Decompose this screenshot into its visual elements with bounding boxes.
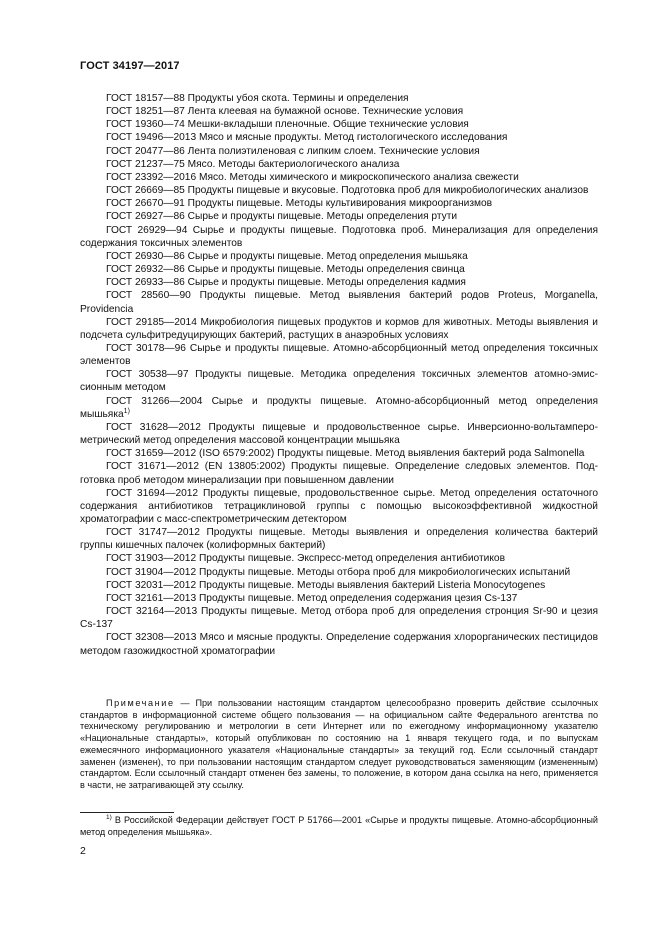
reference-item xyxy=(80,145,598,158)
reference-item xyxy=(80,131,598,144)
reference-item xyxy=(80,566,598,579)
reference-title: Продукты пищевые. Метод определения содержания цезия Cs-137 xyxy=(198,592,518,604)
reference-code: ГОСТ 29185—2014 xyxy=(106,316,197,328)
reference-title: Микробиология пищевых продуктов и кормов для животных. Методы выявления и подсчета сульфитредуцирующих бактерий, растущих в анаэробных условиях xyxy=(80,316,598,341)
reference-code: ГОСТ 28560—90 xyxy=(106,290,191,302)
reference-code: ГОСТ 19496—2013 xyxy=(106,132,197,144)
reference-item xyxy=(80,368,598,394)
reference-item xyxy=(80,224,598,250)
reference-title: Мешки-вкладыши пленочные. Общие технические условия xyxy=(187,119,469,131)
reference-item xyxy=(80,579,598,592)
reference-item xyxy=(80,395,598,421)
reference-code: ГОСТ 26932—86 xyxy=(106,264,185,276)
reference-title: Продукты пищевые. Метод отбора проб для определения стронция Sr-90 и цезия Cs-137 xyxy=(80,606,598,631)
reference-code: ГОСТ 18157—88 xyxy=(106,93,185,104)
note-label: Примечание xyxy=(106,698,175,708)
reference-title: Продукты пищевые. Методы выявления бактерий Listeria Monocytogenes xyxy=(198,579,546,591)
reference-item xyxy=(80,118,598,131)
reference-item xyxy=(80,289,598,315)
reference-code: ГОСТ 31628—2012 xyxy=(106,421,201,433)
reference-code: ГОСТ 18251—87 xyxy=(106,106,185,118)
reference-code: ГОСТ 26933—86 xyxy=(106,277,185,289)
reference-code: ГОСТ 31904—2012 xyxy=(106,566,197,578)
reference-code: ГОСТ 32164—2013 xyxy=(106,606,198,618)
reference-title: Мясо. Методы бактериологического анализа xyxy=(187,158,400,170)
reference-item xyxy=(80,447,598,460)
reference-item xyxy=(80,487,598,526)
reference-item xyxy=(80,263,598,276)
reference-code: ГОСТ 20477—86 xyxy=(106,145,185,157)
reference-title: Сырье и продукты пищевые. Методы определения ртути xyxy=(187,211,458,223)
reference-item xyxy=(80,105,598,118)
reference-title: Продукты пищевые и вкусовые. Подготовка проб для микробиологических анализов xyxy=(187,185,589,197)
reference-item xyxy=(80,421,598,447)
reference-code: ГОСТ 21237—75 xyxy=(106,158,185,170)
reference-code: ГОСТ 32031—2012 xyxy=(106,579,197,591)
reference-code: ГОСТ 23392—2016 xyxy=(106,171,197,183)
reference-item xyxy=(80,197,598,210)
reference-code: ГОСТ 30538—97 xyxy=(106,369,189,381)
footnote-mark: 1) xyxy=(106,814,112,821)
reference-title: Продукты пищевые. Экспресс-метод определения антибиотиков xyxy=(198,553,505,565)
reference-title: Сырье и продукты пищевые. Атомно-абсорбционный метод определения токсичных элементов xyxy=(80,342,598,368)
page-number: 2 xyxy=(80,845,86,857)
reference-item xyxy=(80,605,598,631)
reference-title: Сырье и продукты пищевые. Метод определения мышьяка xyxy=(187,250,468,262)
reference-item xyxy=(80,92,598,105)
reference-item xyxy=(80,250,598,263)
reference-title: Продукты пищевые. Методы выявления и определения количества бактерий группы кишечных палочек (колиформных бактерий) xyxy=(80,527,598,552)
reference-title: Продукты пищевые и продовольственное сырье. Инверсионно-вольтамперометрический метод определения массовой концентрации мышьяка xyxy=(80,421,598,447)
reference-item xyxy=(80,184,598,197)
reference-item xyxy=(80,460,598,486)
reference-title: Продукты пищевые. Методы отбора проб для микробиологических испытаний xyxy=(198,566,571,578)
reference-item xyxy=(80,171,598,184)
reference-title: (EN 13805:2002) Продукты пищевые. Определение следовых элементов. Подготовка проб методом минерализации при повышенном давлении xyxy=(80,461,598,486)
reference-title: Продукты пищевые. Методы культивирования микроорганизмов xyxy=(187,198,493,210)
reference-title: Лента полиэтиленовая с липким слоем. Технические условия xyxy=(187,145,480,157)
reference-item xyxy=(80,210,598,223)
footnote-reference-mark: 1) xyxy=(123,407,130,415)
note-text: При пользовании настоящим стандартом целесообразно проверить действие ссылочных стандартов в информационной системе общего пользования — на официальном сайте Федерального агентства по техническому регулированию и метрологии в сети Интернет или по ежегодному информационному указателю «Национальные стандарты», который опубликован по состоянию на 1 января текущего года, и по выпускам ежемесячного информационного указателя «Национальные стандарты» за текущий год. Если ссылочный стандарт заменен (изменен), то при пользовании настоящим стандартом следует руководствоваться заменяющим (измененным) стандартом. Если ссылочный стандарт отменен без замены, то положение, в котором дана ссылка на него, применяется в части, не затрагивающей эту ссылку. xyxy=(80,698,598,790)
note-dash: — xyxy=(174,698,196,708)
reference-title: Мясо и мясные продукты. Определение содержания хлорорганических пестицидов методом газожидкостной хроматографии xyxy=(80,632,599,657)
reference-item xyxy=(80,526,598,552)
reference-code: ГОСТ 31903—2012 xyxy=(106,553,197,565)
reference-title: Продукты убоя скота. Термины и определения xyxy=(187,93,409,104)
reference-code: ГОСТ 26670—91 xyxy=(106,198,185,210)
reference-code: ГОСТ 26930—86 xyxy=(106,250,185,262)
footnote-text: В Российской Федерации действует ГОСТ Р 51766—2001 «Сырье и продукты пищевые. Атомно-абсорбционный метод определения мышьяка». xyxy=(80,815,598,837)
reference-code: ГОСТ 26929—94 xyxy=(106,224,188,236)
reference-title: Лента клеевая на бумажной основе. Технические условия xyxy=(187,106,464,118)
reference-title: Сырье и продукты пищевые. Подготовка проб. Минерализация для определения содержания токсичных элементов xyxy=(80,224,598,249)
reference-code: ГОСТ 19360—74 xyxy=(106,119,185,131)
reference-title: Продукты пищевые, продовольственное сырье. Метод определения остаточного содержания антибиотиков тетрациклиновой группы с помощью высокоэффективной жидкостной хроматографии с масс-спектрометрическим детектором xyxy=(80,487,599,525)
reference-item xyxy=(80,592,598,605)
reference-item xyxy=(80,631,598,657)
normative-references-list xyxy=(80,92,598,658)
reference-item xyxy=(80,158,598,171)
reference-item xyxy=(80,342,598,368)
reference-item xyxy=(80,552,598,565)
reference-title: Мясо. Методы химического и микроскопического анализа свежести xyxy=(198,171,519,183)
reference-code: ГОСТ 32161—2013 xyxy=(106,592,197,604)
reference-code: ГОСТ 32308—2013 xyxy=(106,632,197,644)
reference-code: ГОСТ 26927—86 xyxy=(106,211,185,223)
reference-code: ГОСТ 30178—96 xyxy=(106,342,186,354)
reference-title: Сырье и продукты пищевые. Методы определения свинца xyxy=(187,264,465,276)
reference-title: Сырье и продукты пищевые. Атомно-абсорбционный метод определения мышьяка xyxy=(80,395,598,420)
reference-code: ГОСТ 31266—2004 xyxy=(106,395,203,407)
footnote xyxy=(80,815,598,838)
reference-code: ГОСТ 31671—2012 xyxy=(106,461,200,473)
reference-title: (ISO 6579:2002) Продукты пищевые. Метод выявления бактерий рода Salmonella xyxy=(198,448,585,460)
reference-item xyxy=(80,276,598,289)
reference-code: ГОСТ 31694—2012 xyxy=(106,487,199,499)
footnote-divider xyxy=(80,812,174,813)
note-paragraph xyxy=(80,698,598,792)
reference-title: Сырье и продукты пищевые. Методы определения кадмия xyxy=(187,277,466,289)
document-header: ГОСТ 34197—2017 xyxy=(80,60,180,72)
reference-item xyxy=(80,316,598,342)
reference-code: ГОСТ 31747—2012 xyxy=(106,527,200,539)
reference-title: Мясо и мясные продукты. Метод гистологического исследования xyxy=(198,132,508,144)
reference-code: ГОСТ 26669—85 xyxy=(106,185,185,197)
reference-title: Продукты пищевые. Методика определения токсичных элементов атомно-эмиссионным методом xyxy=(80,369,598,394)
reference-title: Продукты пищевые. Метод выявления бактерий родов Proteus, Morganella, Providencia xyxy=(80,290,598,315)
reference-code: ГОСТ 31659—2012 xyxy=(106,448,197,460)
